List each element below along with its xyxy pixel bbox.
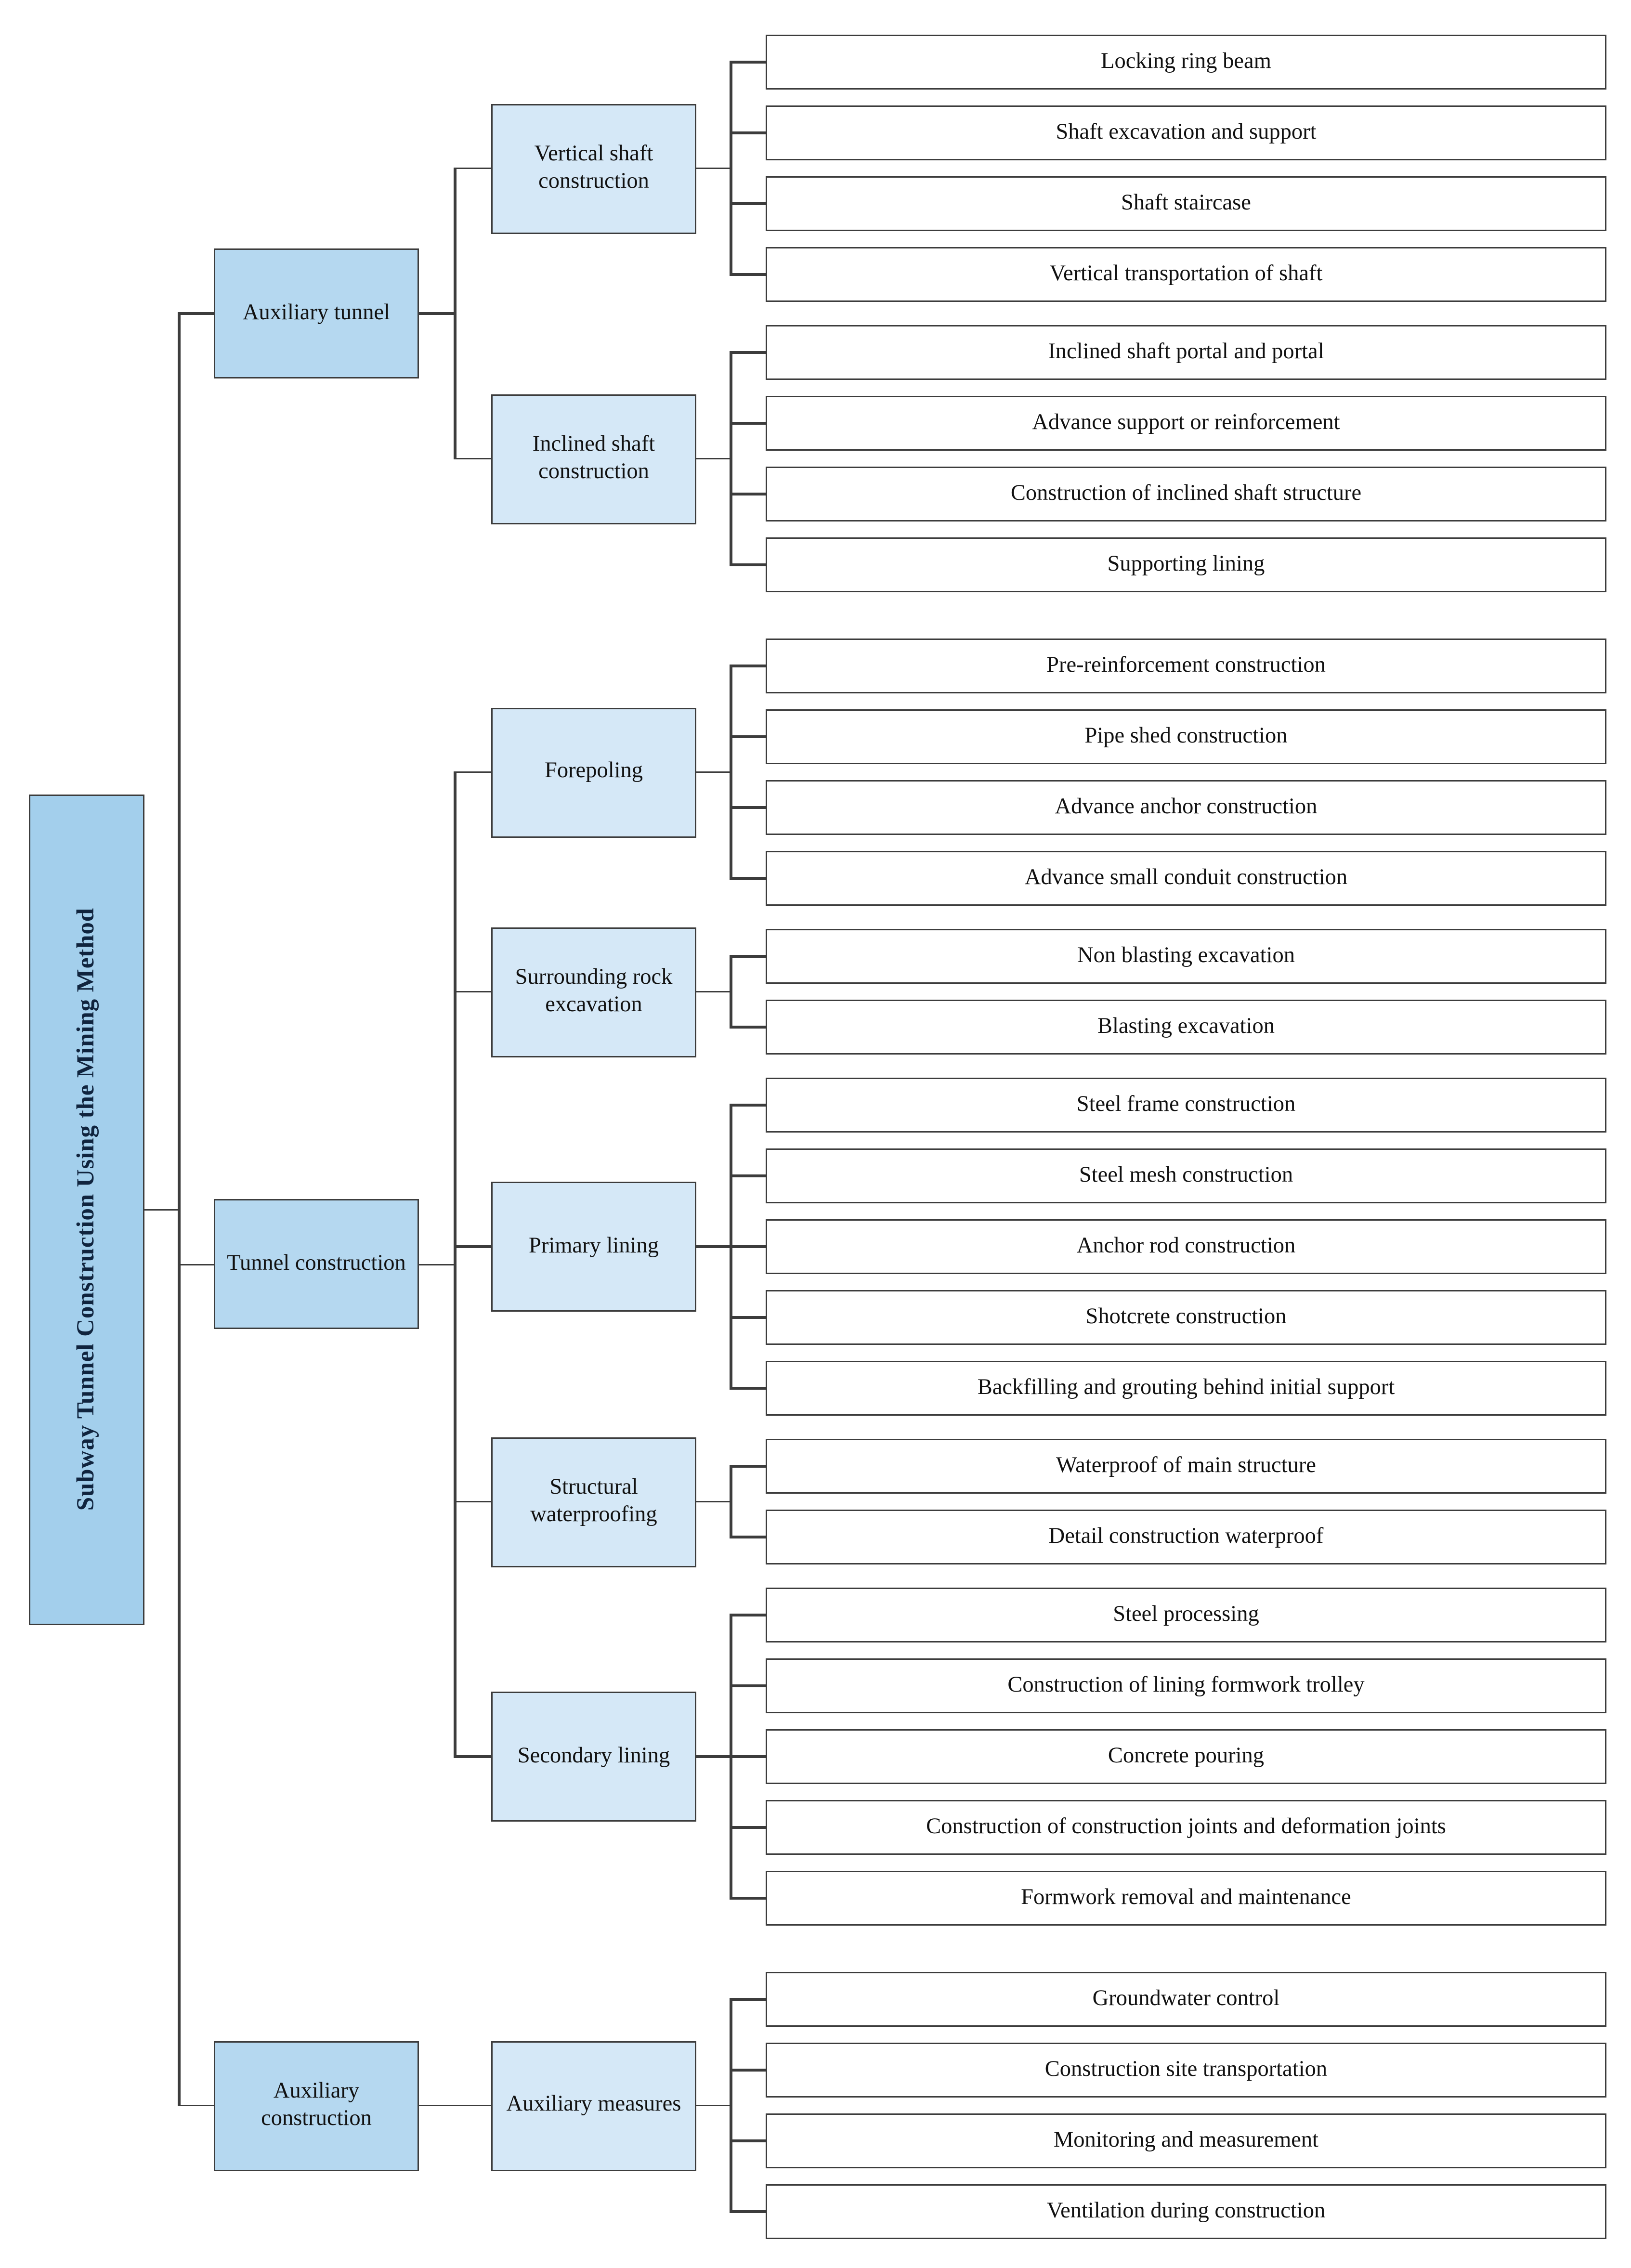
node-auxiliary-construction: Auxiliary construction — [214, 2041, 419, 2171]
connector-line — [731, 352, 766, 354]
connector-line — [696, 1500, 731, 1503]
node-vertical-shaft-construction: Vertical shaft construction — [491, 104, 696, 234]
node-shaft-staircase: Shaft staircase — [766, 176, 1606, 231]
node-inclined-shaft-portal-and-portal: Inclined shaft portal and portal — [766, 325, 1606, 380]
connector-line — [731, 1026, 766, 1029]
node-structural-waterproofing: Structural waterproofing — [491, 1437, 696, 1567]
node-inclined-shaft-construction: Inclined shaft construction — [491, 394, 696, 524]
connector-line — [144, 1209, 179, 1211]
connector-line — [179, 313, 214, 315]
connector-line — [696, 457, 731, 460]
node-formwork-removal-and-maintenance: Formwork removal and maintenance — [766, 1871, 1606, 1926]
connector-line — [696, 1756, 731, 1758]
connector-line — [731, 1685, 766, 1687]
node-surrounding-rock-excavation: Surrounding rock excavation — [491, 927, 696, 1057]
connector-line — [731, 665, 766, 667]
connector-line — [455, 167, 491, 169]
connector-line — [731, 1316, 766, 1319]
connector-line — [730, 1998, 732, 2213]
node-construction-of-lining-formwork-trolley: Construction of lining formwork trolley — [766, 1658, 1606, 1713]
node-steel-processing: Steel processing — [766, 1588, 1606, 1642]
connector-line — [730, 665, 732, 880]
connector-line — [454, 167, 457, 460]
node-pipe-shed-construction: Pipe shed construction — [766, 709, 1606, 764]
node-advance-small-conduit-construction: Advance small conduit construction — [766, 851, 1606, 906]
node-subway-tunnel-construction-using-the-mining-method — [29, 794, 144, 1625]
connector-line — [731, 1536, 766, 1538]
node-non-blasting-excavation: Non blasting excavation — [766, 929, 1606, 984]
connector-line — [731, 2140, 766, 2142]
node-supporting-lining: Supporting lining — [766, 537, 1606, 592]
connector-line — [454, 771, 457, 1758]
node-detail-construction-waterproof: Detail construction waterproof — [766, 1510, 1606, 1564]
node-locking-ring-beam: Locking ring beam — [766, 35, 1606, 90]
connector-line — [731, 877, 766, 880]
node-construction-site-transportation: Construction site transportation — [766, 2043, 1606, 2098]
node-steel-frame-construction: Steel frame construction — [766, 1078, 1606, 1133]
connector-line — [730, 61, 732, 276]
connector-line — [178, 313, 181, 2107]
node-advance-anchor-construction: Advance anchor construction — [766, 780, 1606, 835]
node-backfilling-and-grouting-behind-initial-support: Backfilling and grouting behind initial support — [766, 1361, 1606, 1416]
node-blasting-excavation: Blasting excavation — [766, 1000, 1606, 1055]
root-title: Subway Tunnel Construction Using the Mining Method — [72, 908, 100, 1511]
node-shaft-excavation-and-support: Shaft excavation and support — [766, 105, 1606, 160]
connector-line — [731, 1826, 766, 1829]
connector-line — [731, 2211, 766, 2213]
node-ventilation-during-construction: Ventilation during construction — [766, 2184, 1606, 2239]
node-auxiliary-tunnel: Auxiliary tunnel — [214, 248, 419, 378]
connector-line — [731, 274, 766, 276]
node-construction-of-construction-joints-and-deformation-joints: Construction of construction joints and deformation joints — [766, 1800, 1606, 1855]
node-pre-reinforcement-construction: Pre-reinforcement construction — [766, 639, 1606, 693]
connector-line — [731, 203, 766, 205]
connector-line — [731, 1998, 766, 2001]
connector-line — [731, 493, 766, 495]
connector-line — [455, 771, 491, 773]
connector-line — [179, 1264, 214, 1266]
connector-line — [731, 61, 766, 64]
connector-line — [731, 1897, 766, 1900]
connector-line — [179, 2104, 214, 2107]
connector-line — [455, 1500, 491, 1503]
connector-line — [731, 1465, 766, 1468]
connector-line — [731, 1614, 766, 1616]
node-monitoring-and-measurement: Monitoring and measurement — [766, 2113, 1606, 2168]
connector-line — [696, 991, 731, 993]
connector-line — [455, 2104, 491, 2107]
connector-line — [731, 2069, 766, 2072]
connector-line — [731, 1104, 766, 1107]
node-waterproof-of-main-structure: Waterproof of main structure — [766, 1439, 1606, 1494]
connector-line — [731, 422, 766, 425]
node-shotcrete-construction: Shotcrete construction — [766, 1290, 1606, 1345]
connector-line — [455, 1756, 491, 1758]
connector-line — [731, 955, 766, 958]
node-vertical-transportation-of-shaft: Vertical transportation of shaft — [766, 247, 1606, 302]
connector-line — [730, 1465, 732, 1538]
connector-line — [696, 167, 731, 169]
node-auxiliary-measures: Auxiliary measures — [491, 2041, 696, 2171]
connector-line — [731, 1756, 766, 1758]
node-secondary-lining: Secondary lining — [491, 1692, 696, 1822]
node-steel-mesh-construction: Steel mesh construction — [766, 1148, 1606, 1203]
connector-line — [696, 2104, 731, 2107]
node-primary-lining: Primary lining — [491, 1182, 696, 1312]
connector-line — [455, 991, 491, 993]
node-advance-support-or-reinforcement: Advance support or reinforcement — [766, 396, 1606, 451]
connector-line — [419, 2104, 455, 2107]
connector-line — [730, 955, 732, 1029]
node-groundwater-control: Groundwater control — [766, 1972, 1606, 2027]
connector-line — [731, 736, 766, 738]
connector-line — [731, 564, 766, 566]
connector-line — [731, 1175, 766, 1177]
connector-line — [455, 1246, 491, 1248]
connector-line — [731, 1387, 766, 1390]
connector-line — [696, 771, 731, 773]
node-anchor-rod-construction: Anchor rod construction — [766, 1219, 1606, 1274]
connector-line — [455, 457, 491, 460]
node-tunnel-construction: Tunnel construction — [214, 1199, 419, 1330]
connector-line — [419, 313, 455, 315]
node-forepoling: Forepoling — [491, 707, 696, 837]
node-concrete-pouring: Concrete pouring — [766, 1729, 1606, 1784]
connector-line — [730, 352, 732, 566]
connector-line — [731, 132, 766, 134]
connector-line — [696, 1246, 731, 1248]
connector-line — [419, 1264, 455, 1266]
node-construction-of-inclined-shaft-structure: Construction of inclined shaft structure — [766, 467, 1606, 521]
connector-line — [731, 807, 766, 809]
connector-line — [731, 1246, 766, 1248]
